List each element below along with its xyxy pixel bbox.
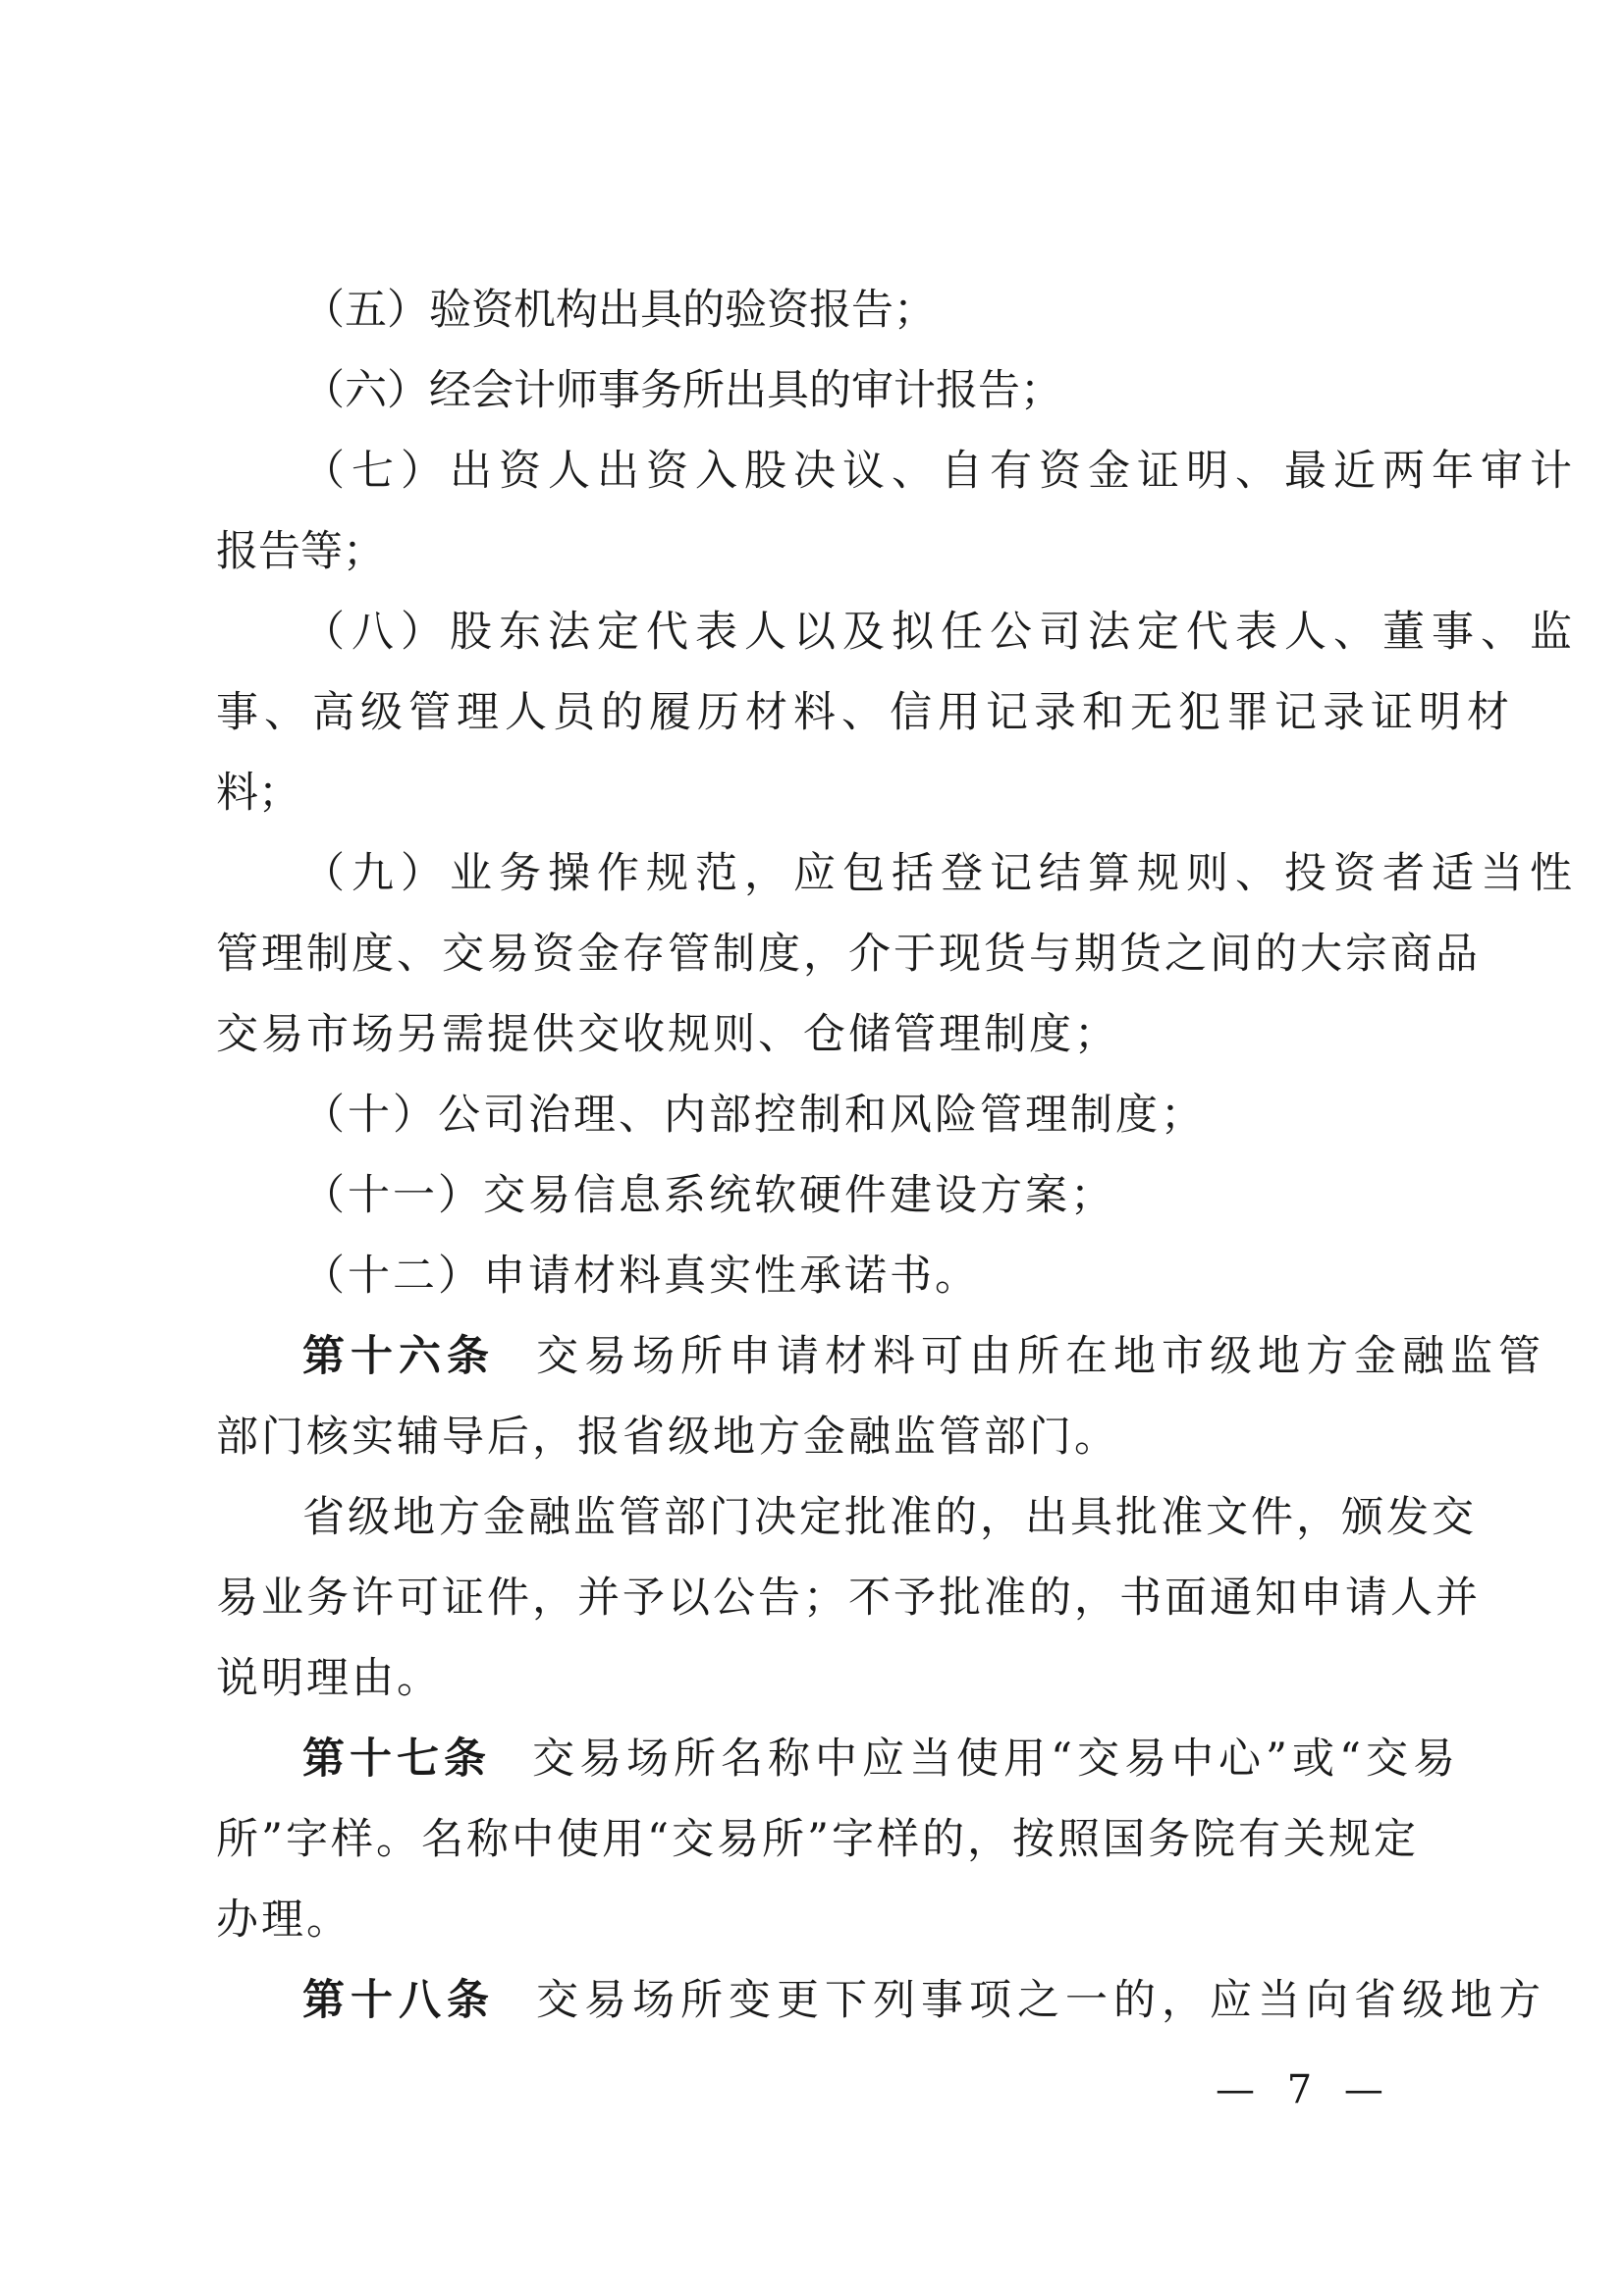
text-line: 料； [216,769,300,818]
text-line: （七）出资人出资入股决议、自有资金证明、最近两年审计 [302,447,1579,496]
text-line: 交易场所名称中应当使用“交易中心”或“交易 [532,1735,1460,1784]
text-line: 管理制度、交易资金存管制度，介于现货与期货之间的大宗商品 [216,930,1481,979]
text-line: 易业务许可证件，并予以公告；不予批准的，书面通知申请人并 [216,1574,1481,1623]
article-18-line-1 [216,1953,1624,2048]
text-line: （六）经会计师事务所出具的审计报告； [302,366,1062,415]
text-line: 所”字样。名称中使用“交易所”字样的，按照国务院有关规定 [216,1815,1419,1864]
text-line: （八）股东法定代表人以及拟任公司法定代表人、董事、监 [302,608,1579,657]
text-line: （五）验资机构出具的验资报告； [302,286,936,335]
text-line: （十一）交易信息系统软硬件建设方案； [302,1171,1115,1220]
text-line: 省级地方金融监管部门决定批准的，出具批准文件，颁发交 [302,1493,1477,1542]
text-line: 事、高级管理人员的履历材料、信用记录和无犯罪记录证明材 [216,688,1515,737]
text-line: 交易场所变更下列事项之一的，应当向省级地方 [536,1976,1546,2025]
page-number: — 7 — [1216,2067,1393,2112]
text-line: （九）业务操作规范，应包括登记结算规则、投资者适当性 [302,849,1579,898]
text-line: （十二）申请材料真实性承诺书。 [302,1252,980,1301]
text-line: 交易市场另需提供交收规则、仓储管理制度； [216,1010,1119,1059]
text-line: 报告等； [216,527,385,576]
article-17-heading: 第十七条 [302,1735,491,1784]
text-line: 部门核实辅导后，报省级地方金融监管部门。 [216,1413,1119,1462]
text-line: 说明理由。 [216,1654,442,1703]
text-line: （十）公司治理、内部控制和风险管理制度； [302,1091,1206,1140]
text-line: 办理。 [216,1896,352,1945]
article-16-heading: 第十六条 [302,1332,495,1381]
article-18-heading: 第十八条 [302,1976,495,2025]
text-line: 交易场所申请材料可由所在地市级地方金融监管 [536,1332,1546,1381]
